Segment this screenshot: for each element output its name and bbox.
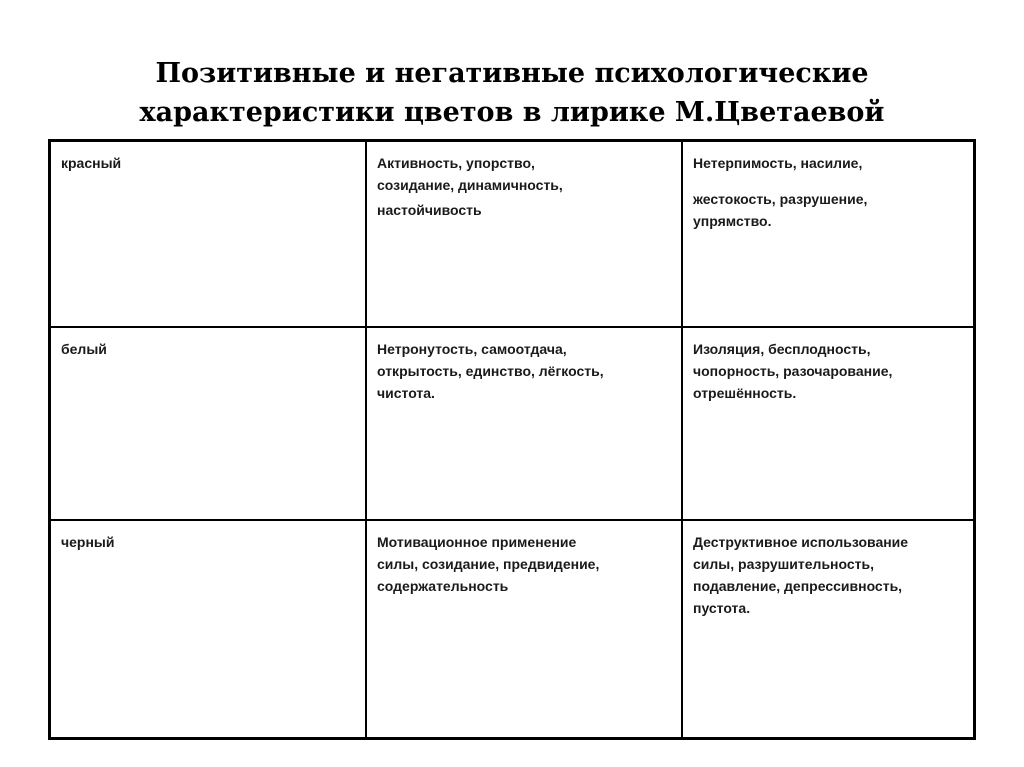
- negative-text-line: жестокость, разрушение,: [693, 191, 868, 207]
- positive-text-line: чистота.: [377, 384, 435, 401]
- positive-text-line: Нетронутость, самоотдача,: [377, 340, 567, 357]
- slide-title-line-2: характеристики цветов в лирике М.Цветаевой: [139, 97, 885, 128]
- positive-text-line: настойчивость: [377, 202, 482, 218]
- negative-text-line: пустота.: [693, 599, 751, 616]
- cell-color-name: белый: [50, 327, 367, 520]
- cell-negative-traits: [682, 141, 975, 327]
- negative-text-line: упрямство.: [693, 213, 772, 229]
- table-row-white: [50, 327, 975, 520]
- cell-negative-traits: [682, 327, 975, 520]
- table-row-red: [50, 141, 975, 327]
- cell-color-name: красный: [50, 141, 367, 327]
- negative-text-line: подавление, депрессивность,: [693, 577, 903, 594]
- cell-color-name: черный: [50, 520, 367, 739]
- slide-title: [0, 54, 1024, 132]
- positive-text-line: Активность, упорство,: [377, 155, 535, 171]
- positive-text-line: содержательность: [377, 577, 509, 594]
- positive-text-line: открытость, единство, лёгкость,: [377, 362, 604, 379]
- positive-text-line: Мотивационное применение: [377, 533, 577, 550]
- negative-text-line: силы, разрушительность,: [693, 555, 875, 572]
- cell-positive-traits: [366, 327, 682, 520]
- cell-positive-traits: [366, 520, 682, 739]
- color-characteristics-table: [48, 139, 976, 740]
- cell-positive-traits: [366, 141, 682, 327]
- table-row-black: [50, 520, 975, 739]
- negative-text-line: Нетерпимость, насилие,: [693, 155, 863, 171]
- negative-text-line: Деструктивное использование: [693, 533, 909, 550]
- cell-negative-traits: [682, 520, 975, 739]
- negative-text-line: Изоляция, бесплодность,: [693, 340, 871, 357]
- slide-title-line-1: Позитивные и негативные психологические: [155, 58, 869, 89]
- positive-text-line: силы, созидание, предвидение,: [377, 555, 600, 572]
- paragraph-gap: [693, 174, 965, 188]
- negative-text-line: чопорность, разочарование,: [693, 362, 893, 379]
- positive-text-line: созидание, динамичность,: [377, 177, 563, 193]
- negative-text-line: отрешённость.: [693, 384, 797, 401]
